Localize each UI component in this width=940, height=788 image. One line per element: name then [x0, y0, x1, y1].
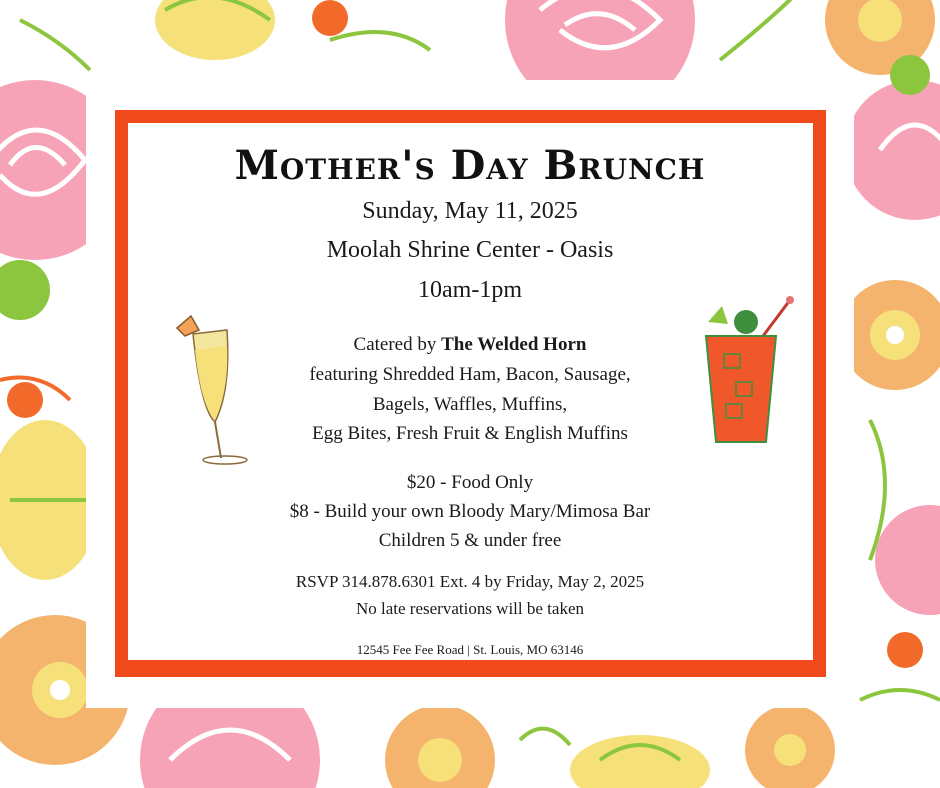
catered-by-prefix: Catered by — [353, 334, 442, 355]
event-venue: Moolah Shrine Center - Oasis — [326, 237, 614, 263]
event-date: Sunday, May 11, 2025 — [362, 198, 578, 224]
rsvp-note: No late reservations will be taken — [355, 599, 584, 618]
price-food-only: $20 - Food Only — [406, 472, 534, 493]
flower-bottom-right-peach — [745, 705, 835, 788]
price-children: Children 5 & under free — [378, 530, 562, 551]
event-time: 10am-1pm — [418, 277, 522, 303]
caterer-name: The Welded Horn — [441, 334, 587, 355]
flower-bottom-right — [570, 735, 710, 788]
flower-top-left — [155, 0, 275, 60]
rsvp-line: RSVP 314.878.6301 Ext. 4 by Friday, May 2, 2025 — [295, 572, 645, 591]
price-drink-bar: $8 - Build your own Bloody Mary/Mimosa Bar — [289, 501, 651, 522]
event-title: Mother's Day Brunch — [234, 142, 706, 189]
flower-bottom-center — [385, 705, 495, 788]
venue-address: 12545 Fee Fee Road | St. Louis, MO 63146 — [356, 642, 584, 657]
menu-line: Bagels, Waffles, Muffins, — [372, 394, 568, 415]
catered-by-line — [0, 334, 940, 356]
menu-line: Egg Bites, Fresh Fruit & English Muffins — [312, 423, 628, 444]
menu-line: featuring Shredded Ham, Bacon, Sausage, — [309, 364, 631, 385]
